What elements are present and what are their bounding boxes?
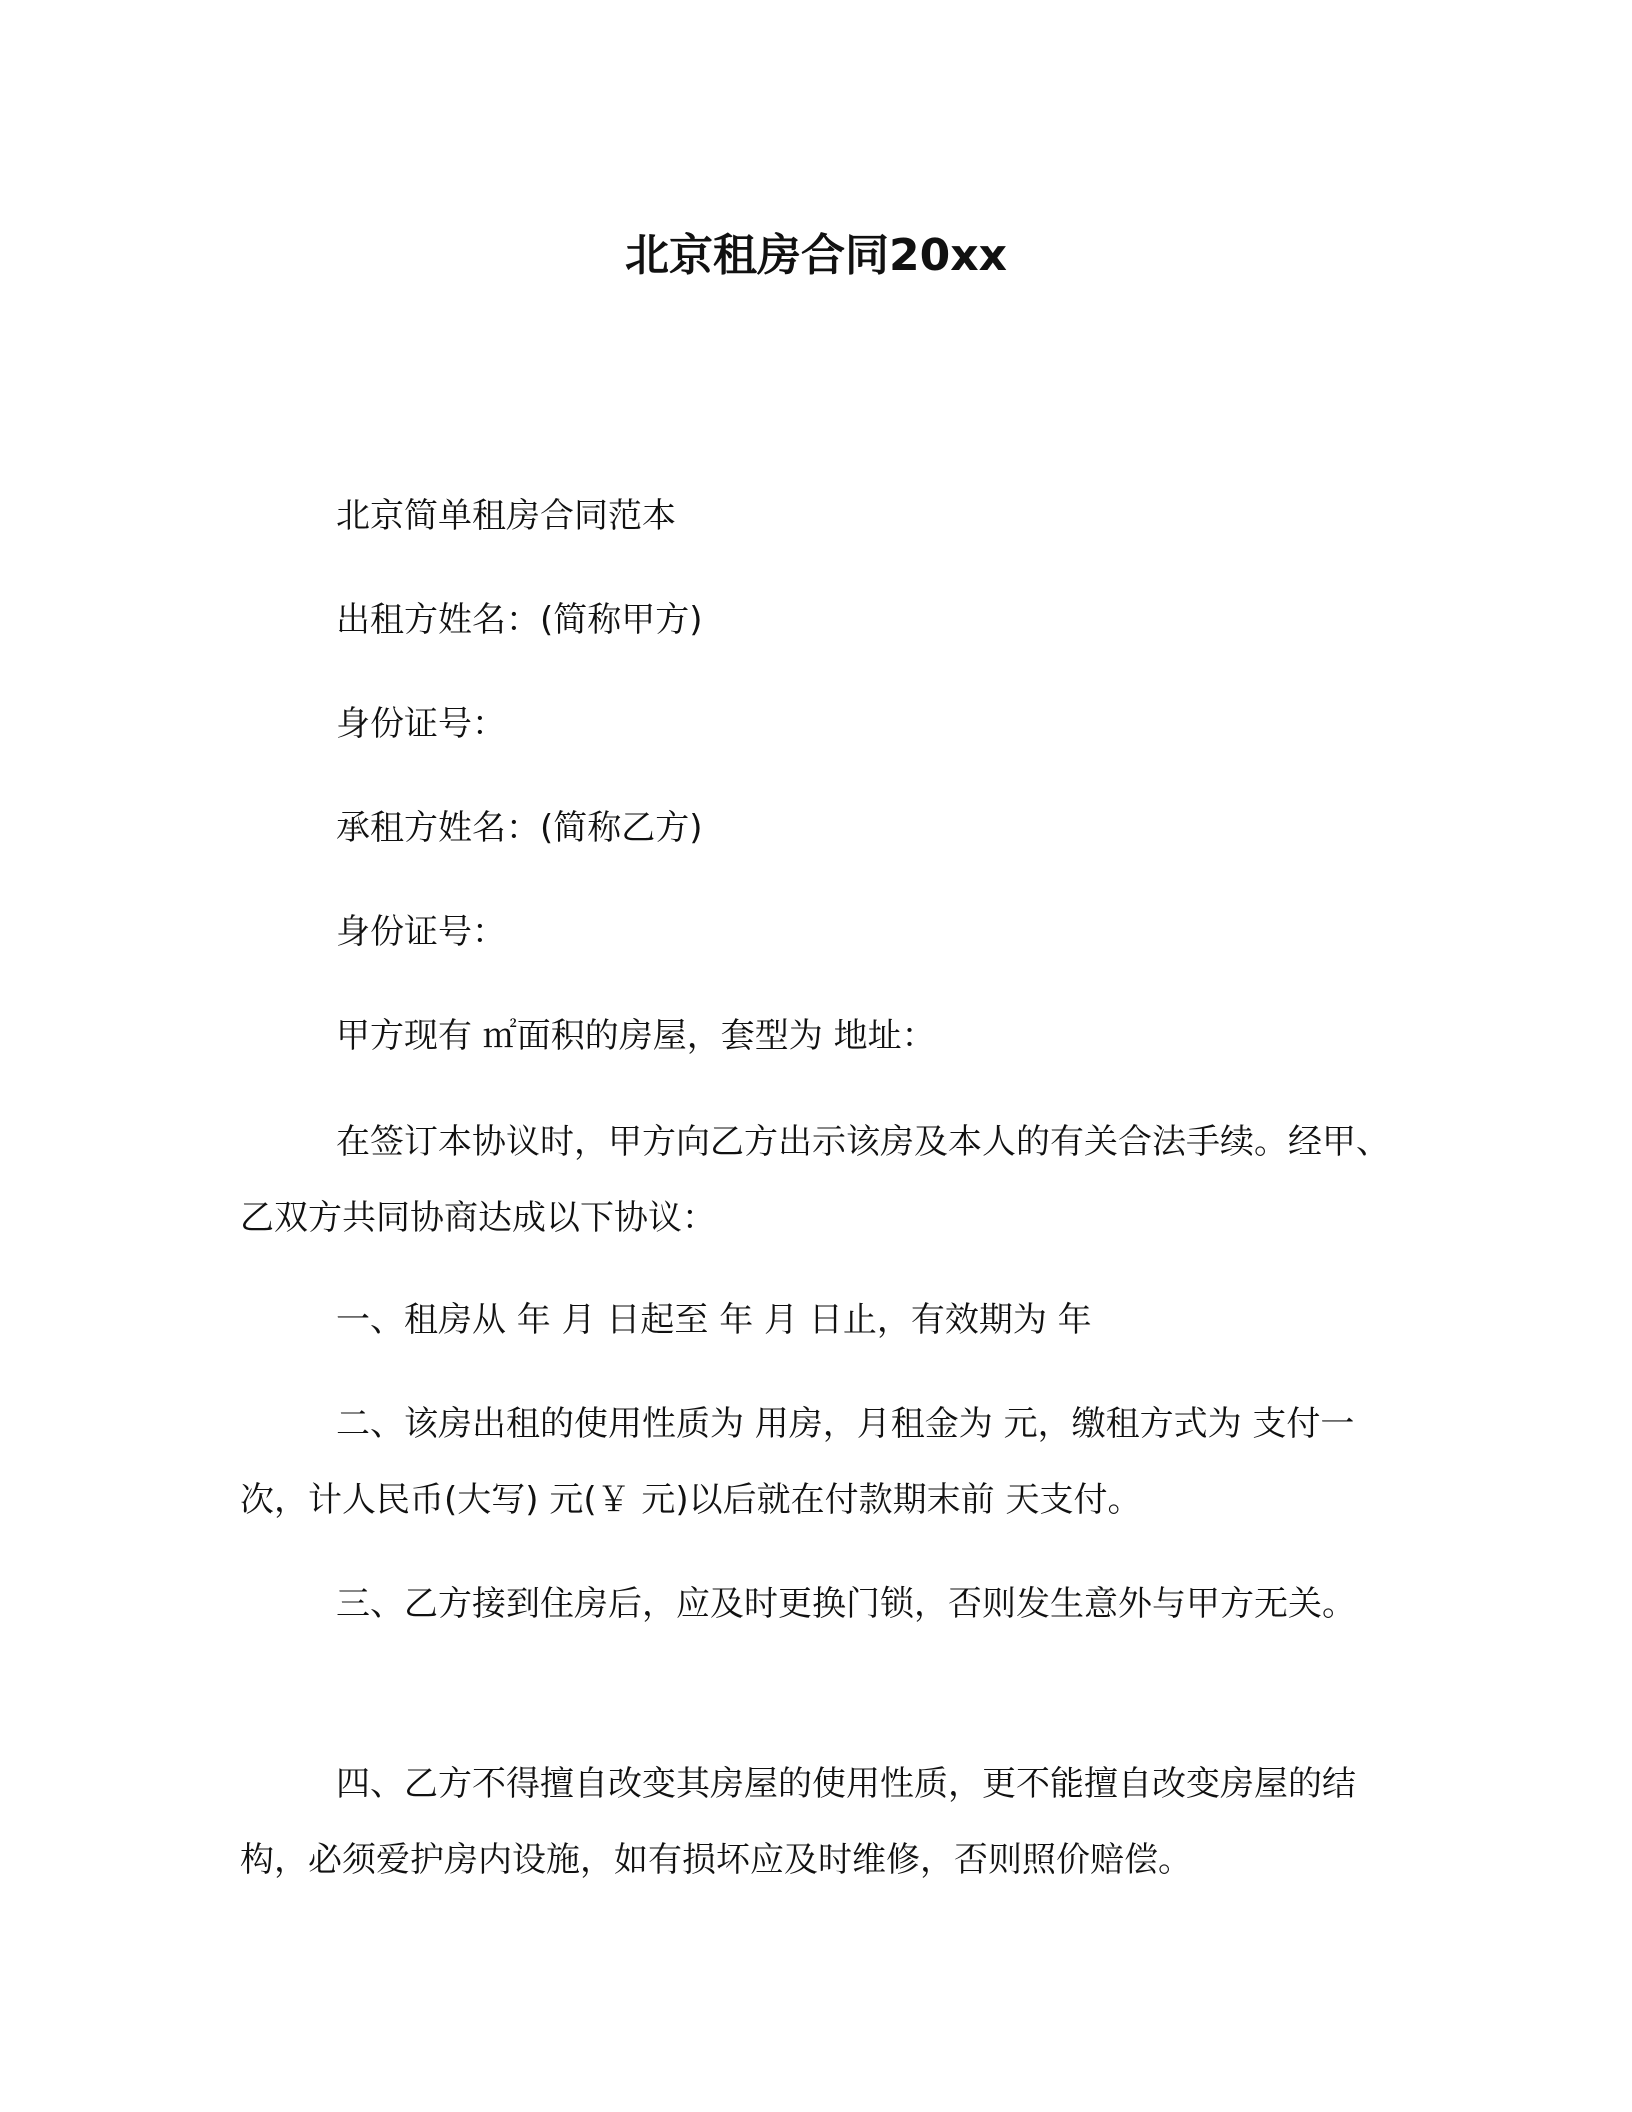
paragraph-property: 甲方现有 ㎡面积的房屋，套型为 地址： [336,1016,936,1056]
paragraph-agreement-intro: 在签订本协议时，甲方向乙方出示该房及本人的有关合法手续。经甲、乙双方共同协商达成以下协议： [240,1122,1390,1238]
paragraph-lessee-name: 承租方姓名：(简称乙方) [336,808,703,848]
document-title: 北京租房合同20xx [625,230,1007,281]
paragraph-subtitle: 北京简单租房合同范本 [336,496,676,536]
paragraph-clause-4: 四、乙方不得擅自改变其房屋的使用性质，更不能擅自改变房屋的结构，必须爱护房内设施，如有损坏应及时维修，否则照价赔偿。 [240,1764,1356,1880]
paragraph-clause-2: 二、该房出租的使用性质为 用房，月租金为 元，缴租方式为 支付一次，计人民币(大写) 元(￥ 元)以后就在付款期末前 天支付。 [240,1404,1355,1520]
paragraph-lessee-id: 身份证号： [336,912,506,952]
paragraph-clause-3: 三、乙方接到住房后，应及时更换门锁，否则发生意外与甲方无关。 [336,1584,1356,1624]
paragraph-clause-1: 一、租房从 年 月 日起至 年 月 日止，有效期为 年 [336,1300,1092,1340]
paragraph-lessor-id: 身份证号： [336,704,506,744]
paragraph-lessor-name: 出租方姓名：(简称甲方) [336,600,703,640]
